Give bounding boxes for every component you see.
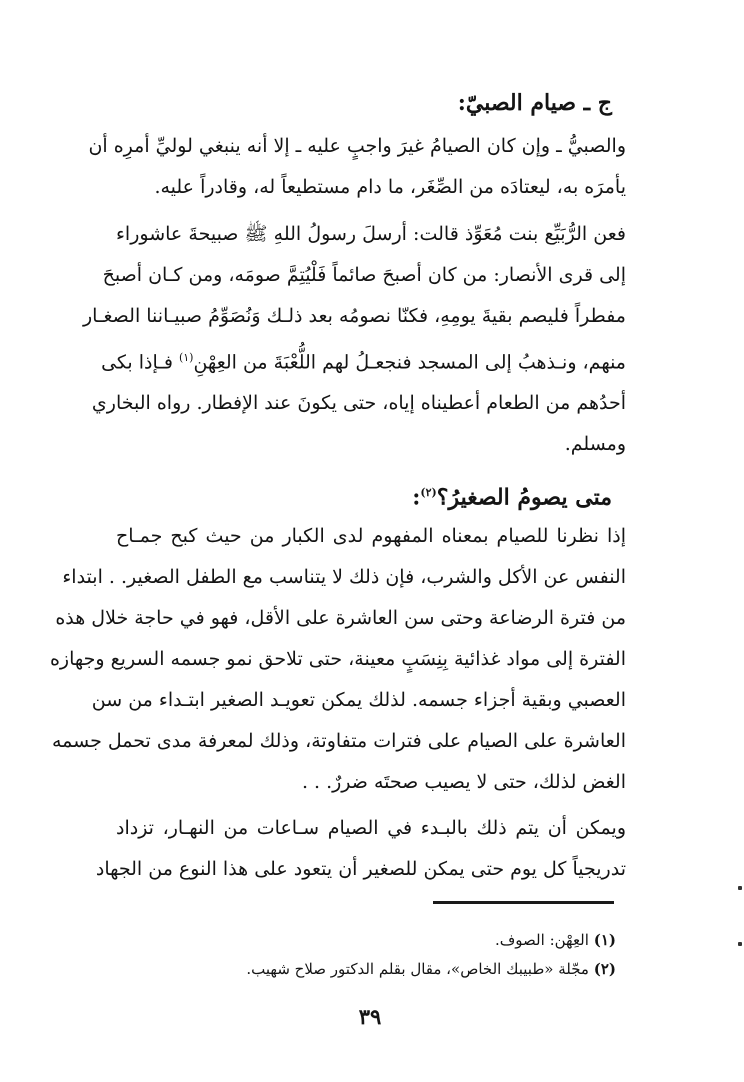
footnotes xyxy=(116,926,616,984)
text-line: العاشرة على الصيام على فترات متفاوتة، وذلك لمعرفة مدى تحمل جسمه xyxy=(51,730,626,752)
section-heading-child-fasting: ج ـ صيام الصبيّ: xyxy=(457,90,612,116)
text-line: إلى قرى الأنصار: من كان أصبحَ صائماً فَلْيُتِمَّ صومَه، ومن كـان أصبحَ xyxy=(102,264,626,286)
footnote-text: العِهْن: الصوف. xyxy=(494,931,589,949)
page-number: ٣٩ xyxy=(358,1004,382,1029)
text-line: النفس عن الأكل والشرب، فإن ذلك لا يتناسب مع الطفل الصغير. . ابتداء xyxy=(62,566,626,588)
footnote-text: مجّلة «طبيبك الخاص»، مقال بقلم الدكتور صلاح شهيب. xyxy=(246,960,589,978)
footnote-number: (١) xyxy=(593,931,616,949)
text-line: الفترة إلى مواد غذائية بِنِسَبٍ معينة، حتى تلاحق نمو جسمه السريع وجهازه xyxy=(49,648,626,670)
footnote-number: (٢) xyxy=(593,960,616,978)
text-line: والصبيُّ ـ وإن كان الصيامُ غيرَ واجبٍ عليه ـ إلا أنه ينبغي لوليِّ أمرِه أن xyxy=(88,135,626,157)
heading-colon: : xyxy=(412,484,421,511)
paragraph-hadith-rubayyi xyxy=(82,214,626,465)
text-line: فعن الرُّبَيِّع بنت مُعَوِّذ قالت: أرسلَ رسولُ اللهِ ﷺ صبيحةَ عاشوراء xyxy=(116,223,626,245)
text-line: العصبي وبقية أجزاء جسمه. لذلك يمكن تعويـد الصغير ابتـداء من سن xyxy=(91,689,626,711)
heading-text: متى يصومُ الصغيرُ؟ xyxy=(436,484,612,511)
paragraph-gradual-fasting xyxy=(95,808,626,890)
text-line: أحدُهم من الطعام أعطيناه إياه، حتى يكونَ عند الإفطار. رواه البخاري xyxy=(91,392,626,415)
text-line: إذا نظرنا للصيام بمعناه المفهوم لدى الكبار من حيث كبح جمـاح xyxy=(116,525,626,547)
text-line: تدريجياً كل يوم حتى يمكن للصغير أن يتعود على هذا النوع من الجهاد xyxy=(95,858,626,880)
scan-mark xyxy=(738,886,742,890)
paragraph-guardian-duty xyxy=(88,126,626,208)
footnote-1 xyxy=(116,926,616,955)
scan-mark xyxy=(738,942,742,946)
section-heading-when-child-fasts xyxy=(412,478,612,512)
footnote-separator xyxy=(433,901,614,904)
text-segment: منهم، ونـذهبُ إلى المسجد فنجعـلُ لهم اللُّعْبَةَ من العِهْنِ xyxy=(193,351,626,374)
text-line: يأمرَه به، ليعتادَه من الصِّغَر، ما دام مستطيعاً له، وقادراً عليه. xyxy=(154,176,626,198)
footnote-2 xyxy=(116,955,616,984)
paragraph-fasting-meaning xyxy=(49,516,626,803)
footnote-reference-1[interactable]: (١) xyxy=(178,351,194,364)
text-line xyxy=(101,337,626,383)
footnote-reference-2[interactable]: (٢) xyxy=(420,486,437,499)
text-line: ومسلم. xyxy=(564,433,626,456)
text-segment: فـإذا بكى xyxy=(101,351,173,374)
text-line: ويمكن أن يتم ذلك بالبـدء في الصيام سـاعات من النهـار، تزداد xyxy=(116,817,626,839)
text-line: من فترة الرضاعة وحتى سن العاشرة على الأقل، فهو في حاجة خلال هذه xyxy=(55,607,626,629)
text-line: الغض لذلك، حتى لا يصيب صحتَه ضررٌ. . . xyxy=(301,771,626,793)
text-line: مفطراً فليصم بقيةَ يومِهِ، فكنّا نصومُه بعد ذلـك وَنُصَوِّمُ صبيـاننا الصغـار xyxy=(82,305,626,327)
